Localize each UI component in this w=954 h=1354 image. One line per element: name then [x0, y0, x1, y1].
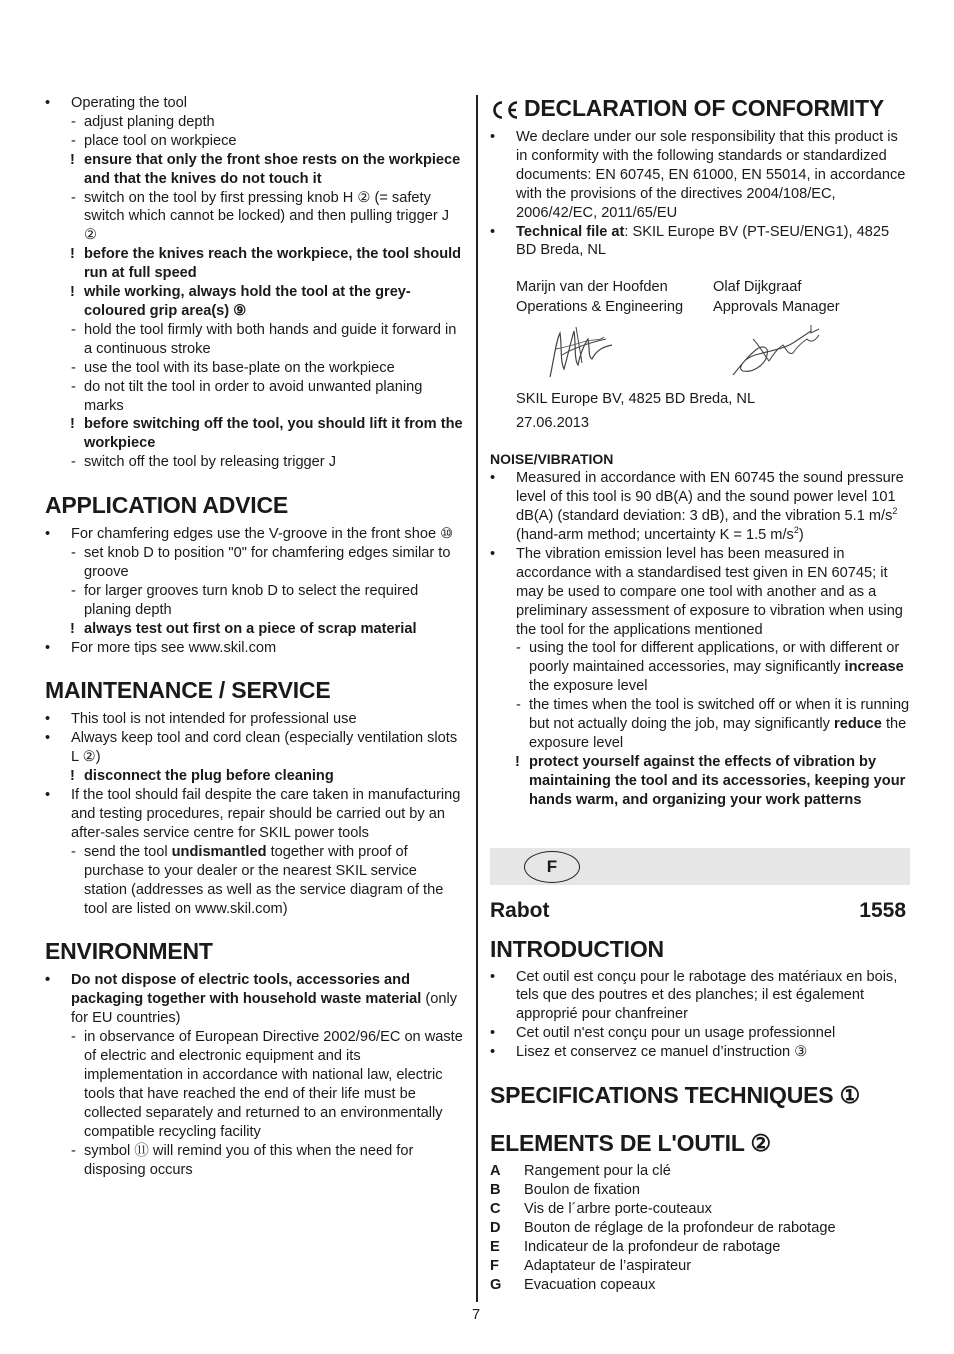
elements-heading: ELEMENTS DE L'OUTIL ②	[490, 1130, 771, 1157]
element-label: Indicateur de la profondeur de rabotage	[524, 1238, 781, 1255]
list-item: - set knob D to position "0" for chamfering edges similar to groove	[71, 545, 451, 580]
emphasis-text: reduce	[834, 716, 882, 733]
list-item: - hold the tool firmly with both hands and guide it forward in a continuous stroke	[71, 321, 457, 357]
list-item: - place tool on workpiece	[71, 132, 237, 149]
list-item: • Cet outil est conçu pour le rabotage des matériaux en bois, tels que des poutres et des planches; il est également approprié pour chanfreiner	[490, 968, 898, 1023]
element-item	[490, 1219, 910, 1238]
operating-step: place tool on workpiece	[84, 132, 237, 149]
list-item: - using the tool for different applications, or with different or poorly maintained accessories, may significantly increase the exposure level	[516, 640, 904, 695]
warning-item: ! always test out first on a piece of scrap material	[70, 620, 417, 637]
language-badge: F	[524, 851, 580, 883]
list-item: - use the tool with its base-plate on the workpiece	[71, 359, 395, 376]
emphasis-text: Technical file at	[516, 223, 625, 240]
declaration-text: : SKIL Europe BV (PT-SEU/ENG1), 4825 BD Breda, NL	[516, 223, 890, 259]
advice-text: For chamfering edges use the V-groove in the front shoe ⑩	[71, 526, 454, 543]
operating-title: Operating the tool	[71, 95, 188, 111]
superscript: 2	[793, 525, 799, 536]
element-letter: F	[490, 1257, 499, 1274]
intro-text: Cet outil est conçu pour le rabotage des matériaux en bois, tels que des poutres et des planches; il est également approprié pour chanfreiner	[516, 968, 898, 1023]
list-item: - switch off the tool by releasing trigger J	[71, 454, 337, 471]
list-item: • Operating the tool	[45, 95, 188, 111]
maintenance-text: send the tool	[84, 843, 172, 860]
noise-text: )	[798, 526, 804, 543]
list-item: - for larger grooves turn knob D to select the required planing depth	[71, 582, 419, 618]
emphasis-text: Do not dispose of electric tools, accessories and packaging together with household waste material	[71, 972, 422, 1008]
declaration-text: We declare under our sole responsibility that this product is in conformity with the following standards or standardized documents: EN 60745, EN 61000, EN 55014, in accordance with the provisions of the directives 2004/108/EC, 2006/42/EC, 2011/65/EU	[516, 129, 906, 221]
noise-text: Measured in accordance with EN 60745 the sound pressure level of this tool is 90 dB(A) and the sound power level 101 dB(A) (standard deviation: 3 dB), and the vibration 5.1 m/s	[516, 470, 904, 525]
warning-item: ! ensure that only the front shoe rests on the workpiece and that the knives do not touch it	[70, 151, 461, 187]
declaration-date: 27.06.2013	[516, 415, 590, 432]
element-item	[490, 1276, 910, 1295]
signatory-name: Marijn van der Hoofden	[516, 279, 668, 296]
model-number: 1558	[859, 898, 906, 922]
list-item: • Measured in accordance with EN 60745 the sound pressure level of this tool is 90 dB(A) and the sound power level 101 dB(A) (standard deviation: 3 dB), and the vibration 5.1 $m/s^2$ (hand-arm method; uncertainty K = 1.5 $m/s^2$)	[490, 470, 904, 543]
maintenance-heading: MAINTENANCE / SERVICE	[45, 677, 331, 704]
element-label: Bouton de réglage de la profondeur de rabotage	[524, 1219, 836, 1236]
environment-text: in observance of European Directive 2002/96/EC on waste of electric and electronic equipment and its implementation in accordance with national law, electric tools that have reached the end of their life must be collected separately and returned to an environmentally compatible recycling facility	[84, 1029, 463, 1140]
ce-mark-icon	[490, 100, 520, 120]
element-letter: B	[490, 1182, 501, 1198]
application-advice-heading: APPLICATION ADVICE	[45, 492, 289, 519]
noise-text: the exposure level	[529, 678, 648, 695]
advice-text: set knob D to position "0" for chamfering edges similar to groove	[84, 545, 451, 580]
warning-item: ! disconnect the plug before cleaning	[70, 768, 334, 785]
list-item: - in observance of European Directive 2002/96/EC on waste of electric and electronic equipment and its implementation in accordance with national law, electric tools that have reached the end of their life must be collected separately and returned to an environmentally compatible recycling facility	[71, 1029, 463, 1140]
list-item: • The vibration emission level has been measured in accordance with a standardised test given in EN 60745; it may be used to compare one tool with another and as a preliminary assessment of exposure to vibration when using the tool for the applications mentioned	[490, 545, 903, 638]
element-item	[490, 1162, 910, 1181]
maintenance-text: If the tool should fail despite the care taken in manufacturing and testing procedures, repair should be carried out by an after-sales service centre for SKIL power tools	[71, 787, 461, 841]
product-title-row	[490, 898, 910, 924]
intro-text: Cet outil n'est conçu pour un usage professionnel	[516, 1025, 836, 1042]
element-item	[490, 1238, 910, 1257]
warning-text: ensure that only the front shoe rests on the workpiece and that the knives do not touch it	[84, 151, 461, 187]
element-label: Evacuation copeaux	[524, 1276, 656, 1293]
element-letter: G	[490, 1276, 502, 1293]
list-item: • For chamfering edges use the V-groove in the front shoe ⑩	[45, 526, 454, 543]
list-item: • Cet outil n'est conçu pour un usage professionnel	[490, 1025, 836, 1042]
noise-text: the times when the tool is switched off or when it is running but not actually doing the job, may significantly	[529, 697, 910, 733]
declaration-heading	[490, 94, 910, 122]
specifications-heading: SPECIFICATIONS TECHNIQUES ①	[490, 1082, 861, 1109]
signatory-role: Operations & Engineering	[516, 299, 684, 316]
list-item: • Lisez et conservez ce manuel d’instruction ③	[490, 1044, 808, 1061]
warning-item: ! while working, always hold the tool at the grey-coloured grip area(s) ⑨	[70, 284, 411, 319]
right-column	[490, 94, 910, 1294]
warning-text: disconnect the plug before cleaning	[84, 768, 334, 785]
environment-text: (only for EU countries)	[71, 991, 458, 1027]
list-item: • Technical file at: SKIL Europe BV (PT-SEU/ENG1), 4825 BD Breda, NL	[490, 223, 890, 259]
list-item: • This tool is not intended for professional use	[45, 711, 357, 728]
maintenance-text: Always keep tool and cord clean (especially ventilation slots L ②)	[71, 730, 458, 766]
element-letter: E	[490, 1238, 500, 1255]
operating-step: hold the tool firmly with both hands and guide it forward in a continuous stroke	[84, 321, 457, 357]
element-item	[490, 1200, 910, 1219]
noise-text: using the tool for different applications, or with different or poorly maintained accessories, may significantly	[529, 640, 900, 676]
warning-item: ! protect yourself against the effects of vibration by maintaining the tool and its accessories, keeping your hands warm, and organizing your work patterns	[515, 753, 906, 808]
element-item	[490, 1257, 910, 1276]
warning-item: ! before the knives reach the workpiece, the tool should run at full speed	[70, 246, 462, 282]
element-label: Vis de l´arbre porte-couteaux	[524, 1200, 712, 1217]
warning-text: before the knives reach the workpiece, the tool should run at full speed	[84, 246, 462, 282]
element-label: Rangement pour la clé	[524, 1163, 671, 1180]
signatory-name: Olaf Dijkgraaf	[713, 279, 802, 296]
noise-text: the exposure level	[529, 716, 907, 751]
list-item: • We declare under our sole responsibility that this product is in conformity with the following standards or standardized documents: EN 60745, EN 61000, EN 55014, in accordance with the provisions of the directives 2004/108/EC, 2006/42/EC, 2011/65/EU	[490, 129, 906, 221]
noise-text: The vibration emission level has been measured in accordance with a standardised test given in EN 60745; it may be used to compare one tool with another and as a preliminary assessment of exposure to vibration when using the tool for the applications mentioned	[516, 545, 903, 638]
list-item: - do not tilt the tool in order to avoid unwanted planing marks	[71, 378, 423, 414]
warning-text: always test out first on a piece of scrap material	[84, 620, 417, 637]
warning-text: before switching off the tool, you should lift it from the workpiece	[84, 416, 463, 452]
warning-text: while working, always hold the tool at the grey-coloured grip area(s) ⑨	[84, 284, 411, 319]
list-item: • For more tips see www.skil.com	[45, 639, 277, 656]
emphasis-text: undismantled	[171, 843, 267, 860]
list-item: - adjust planing depth	[71, 113, 215, 130]
element-letter: D	[490, 1219, 501, 1236]
signatory-role: Approvals Manager	[713, 299, 840, 316]
element-label: Adaptateur de l’aspirateur	[524, 1257, 692, 1274]
elements-list	[490, 1162, 910, 1294]
operating-step: use the tool with its base-plate on the workpiece	[84, 359, 395, 376]
introduction-heading: INTRODUCTION	[490, 935, 664, 962]
element-letter: C	[490, 1200, 501, 1217]
column-divider	[476, 95, 478, 1302]
language-band	[490, 848, 910, 885]
noise-text: (hand-arm method; uncertainty K = 1.5 m/s	[516, 526, 794, 543]
environment-heading: ENVIRONMENT	[45, 938, 213, 965]
operating-step: switch on the tool by first pressing knob H ② (= safety switch which cannot be locked) and then pulling trigger J ②	[84, 189, 450, 244]
superscript: 2	[892, 506, 898, 517]
advice-text: for larger grooves turn knob D to select the required planing depth	[84, 582, 419, 618]
product-name: Rabot	[490, 898, 550, 922]
signature-2	[713, 319, 910, 381]
signature-1	[516, 319, 713, 381]
list-item: - switch on the tool by first pressing knob H ② (= safety switch which cannot be locked) and then pulling trigger J ②	[71, 189, 450, 244]
advice-text: For more tips see www.skil.com	[71, 639, 277, 656]
environment-text: symbol ⑪ will remind you of this when the need for disposing occurs	[84, 1142, 414, 1178]
list-item: • Do not dispose of electric tools, accessories and packaging together with household waste material (only for EU countries)	[45, 972, 458, 1027]
maintenance-text: together with proof of purchase to your dealer or the nearest SKIL service station (addresses as well as the service diagram of the tool are listed on www.skil.com)	[84, 843, 444, 917]
warning-item: ! before switching off the tool, you should lift it from the workpiece	[70, 416, 463, 452]
emphasis-text: increase	[844, 659, 904, 676]
operating-step: adjust planing depth	[84, 113, 215, 130]
noise-vibration-heading: NOISE/VIBRATION	[490, 451, 614, 468]
page-number: 7	[472, 1307, 481, 1323]
declaration-heading-text: DECLARATION OF CONFORMITY	[524, 95, 884, 121]
list-item: - send the tool undismantled together with proof of purchase to your dealer or the nearest SKIL service station (addresses as well as the service diagram of the tool are listed on www.skil.com)	[71, 843, 444, 917]
list-item: - the times when the tool is switched off or when it is running but not actually doing the job, may significantly reduce the exposure level	[516, 697, 910, 751]
element-label: Boulon de fixation	[524, 1182, 641, 1198]
maintenance-text: This tool is not intended for professional use	[71, 711, 357, 728]
signature-block	[490, 277, 910, 433]
intro-text: Lisez et conservez ce manuel d’instruction ③	[516, 1044, 808, 1061]
warning-text: protect yourself against the effects of vibration by maintaining the tool and its accessories, keeping your hands warm, and organizing your work patterns	[529, 753, 906, 808]
element-letter: A	[490, 1163, 501, 1180]
element-item	[490, 1181, 910, 1200]
list-item: - symbol ⑪ will remind you of this when the need for disposing occurs	[71, 1142, 414, 1178]
left-column	[45, 94, 463, 1179]
company-address: SKIL Europe BV, 4825 BD Breda, NL	[516, 391, 756, 408]
list-item: • Always keep tool and cord clean (especially ventilation slots L ②)	[45, 730, 458, 766]
operating-step: do not tilt the tool in order to avoid unwanted planing marks	[84, 378, 423, 414]
list-item: • If the tool should fail despite the care taken in manufacturing and testing procedures, repair should be carried out by an after-sales service centre for SKIL power tools	[45, 787, 461, 841]
operating-step: switch off the tool by releasing trigger J	[84, 454, 337, 471]
